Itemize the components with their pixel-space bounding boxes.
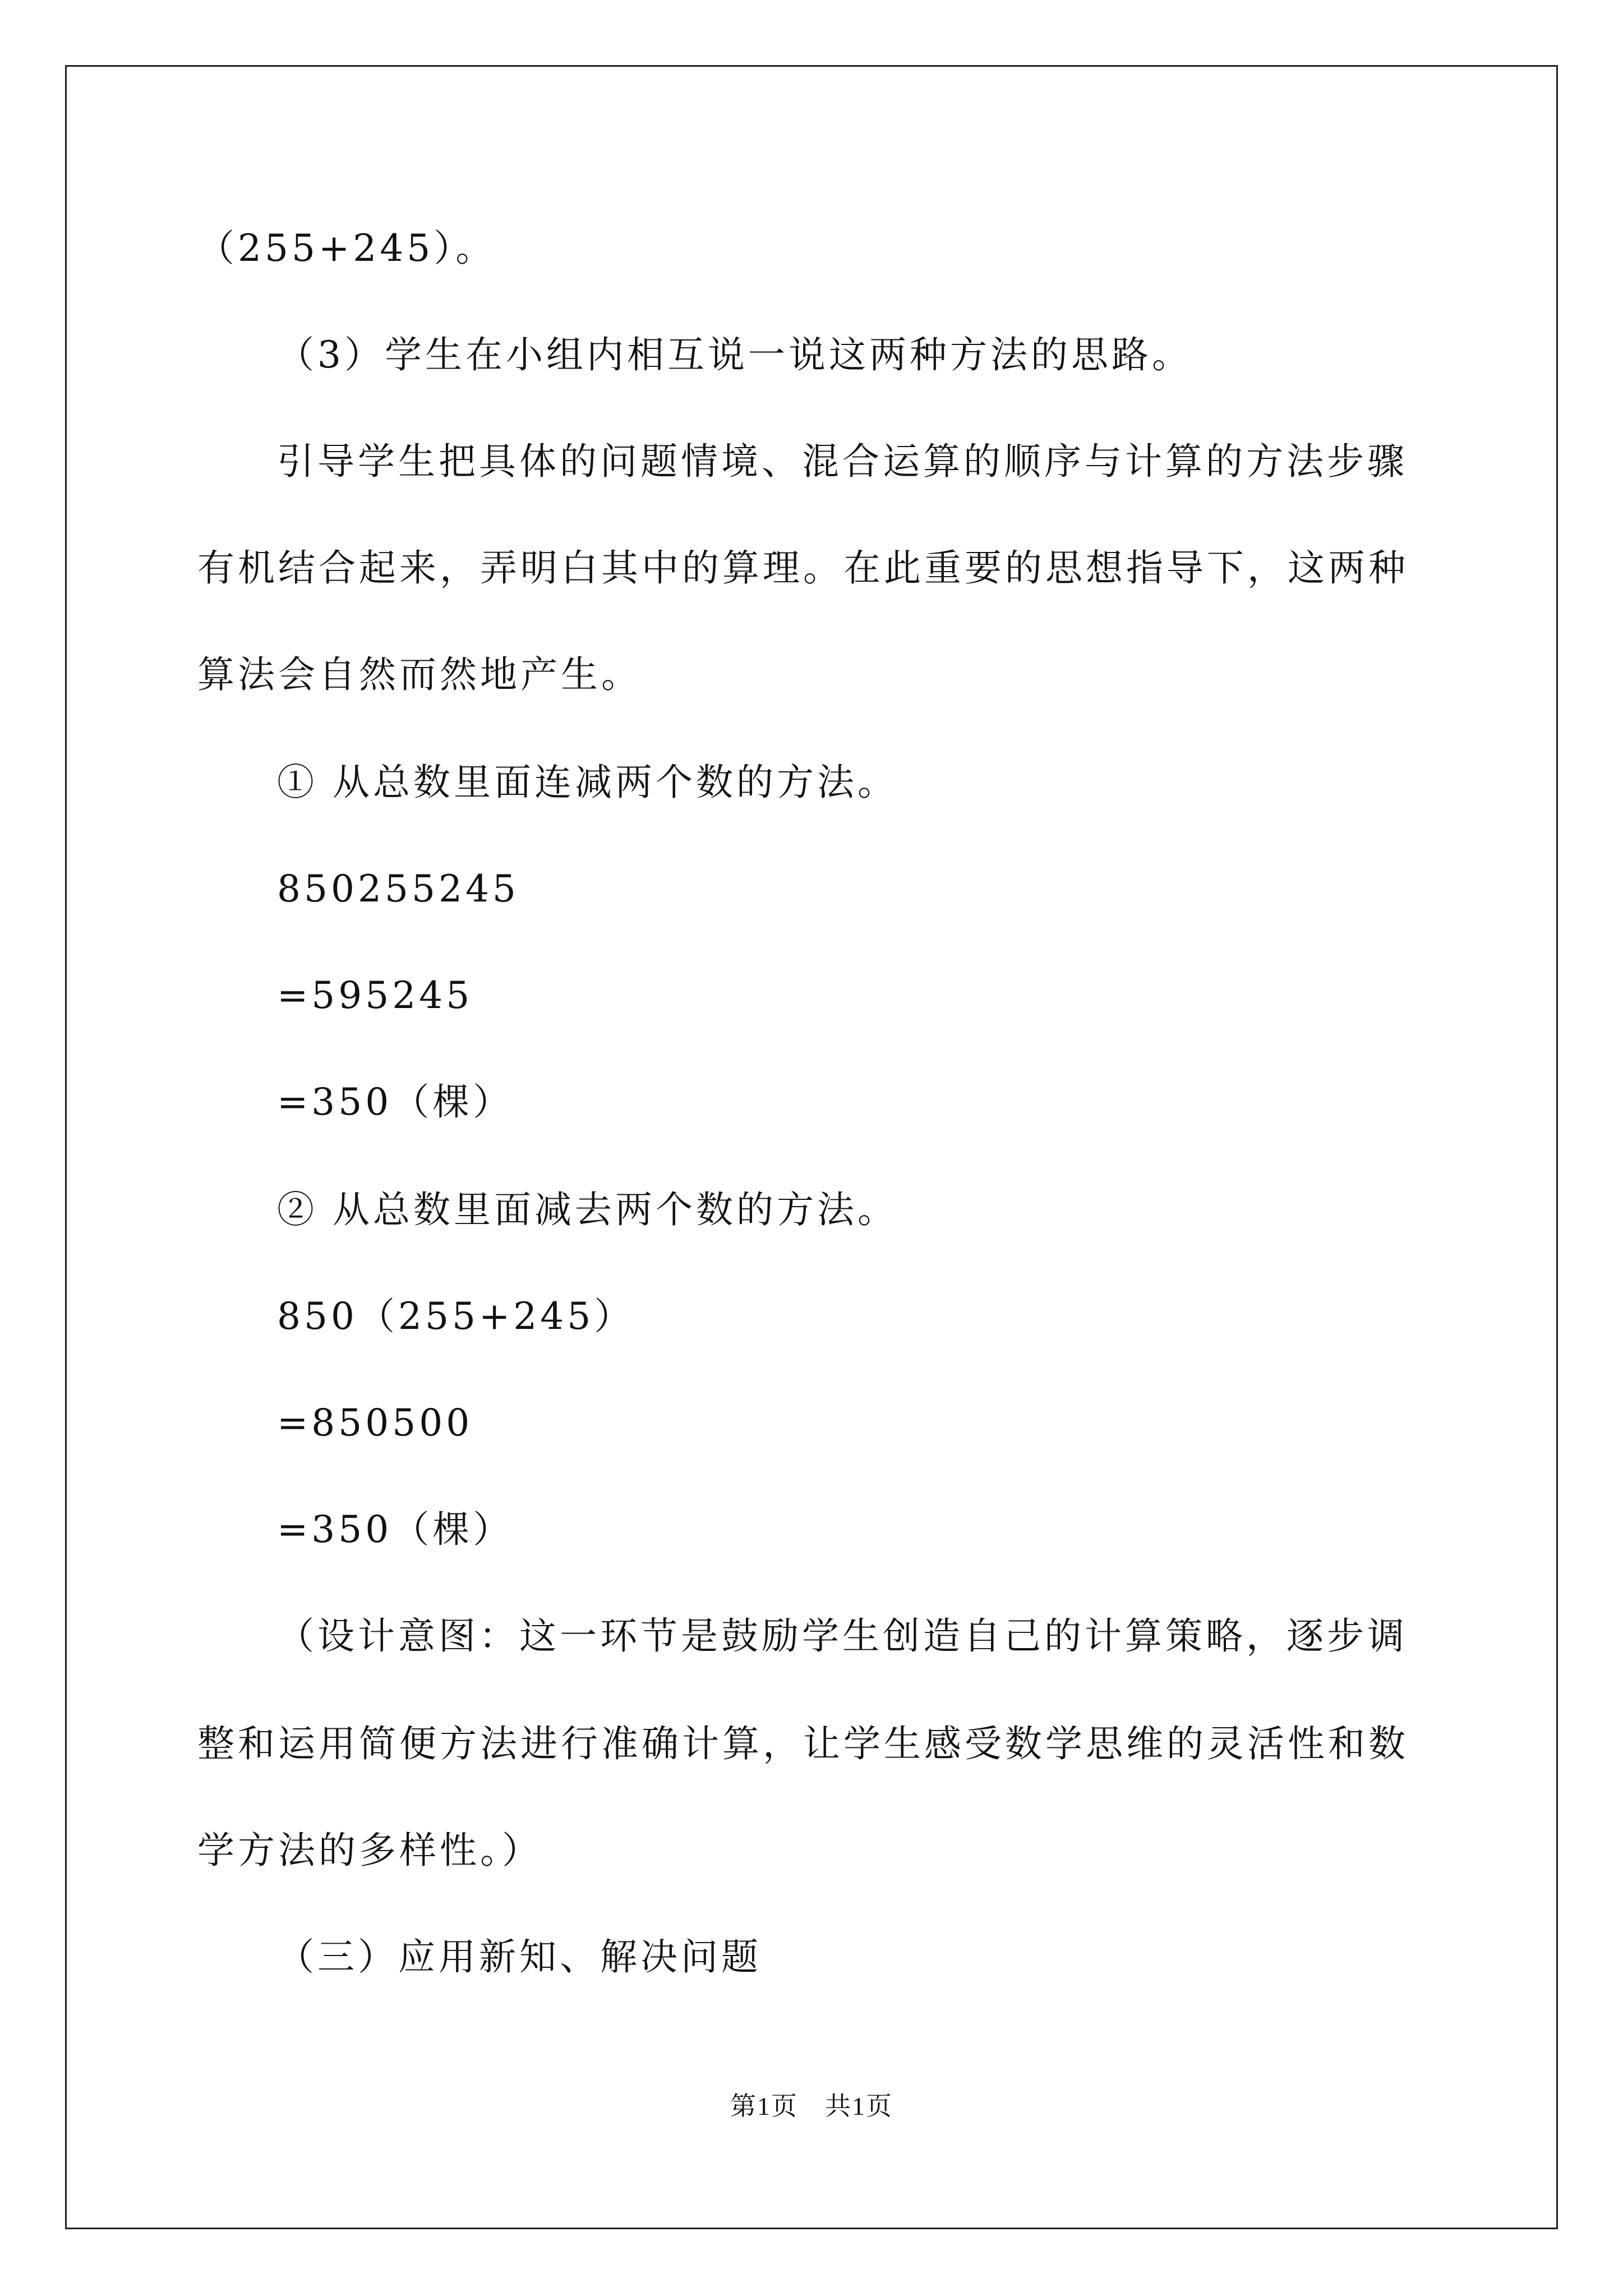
text-line-8: =595245 bbox=[277, 974, 473, 1017]
text-line-3: 引导学生把具体的问题情境、混合运算的顺序与计算的方法步骤 bbox=[277, 440, 1408, 483]
text-line-5: 算法会自然而然地产生。 bbox=[197, 653, 642, 696]
text-line-15: 整和运用简便方法进行准确计算，让学生感受数学思维的灵活性和数 bbox=[197, 1722, 1409, 1765]
text-line-10: ② 从总数里面减去两个数的方法。 bbox=[277, 1188, 898, 1231]
page-footer: 第1页 共1页 bbox=[730, 2092, 893, 2120]
text-line-12: =850500 bbox=[277, 1401, 473, 1444]
text-line-11: 850（255+245） bbox=[277, 1295, 635, 1338]
text-line-4: 有机结合起来，弄明白其中的算理。在此重要的思想指导下，这两种 bbox=[197, 546, 1409, 590]
text-line-13: =350（棵） bbox=[277, 1508, 514, 1551]
text-line-9: =350（棵） bbox=[277, 1080, 514, 1124]
text-line-2: （3）学生在小组内相互说一说这两种方法的思路。 bbox=[277, 333, 1192, 376]
text-line-16: 学方法的多样性。） bbox=[197, 1829, 542, 1872]
text-line-7: 850255245 bbox=[277, 867, 519, 910]
page-border bbox=[65, 65, 1558, 2229]
text-line-6: ① 从总数里面连减两个数的方法。 bbox=[277, 761, 898, 804]
text-line-17: （三）应用新知、解决问题 bbox=[277, 1935, 762, 1978]
text-line-14: （设计意图：这一环节是鼓励学生创造自己的计算策略，逐步调 bbox=[277, 1614, 1408, 1658]
text-line-1: （255+245）。 bbox=[197, 227, 496, 270]
